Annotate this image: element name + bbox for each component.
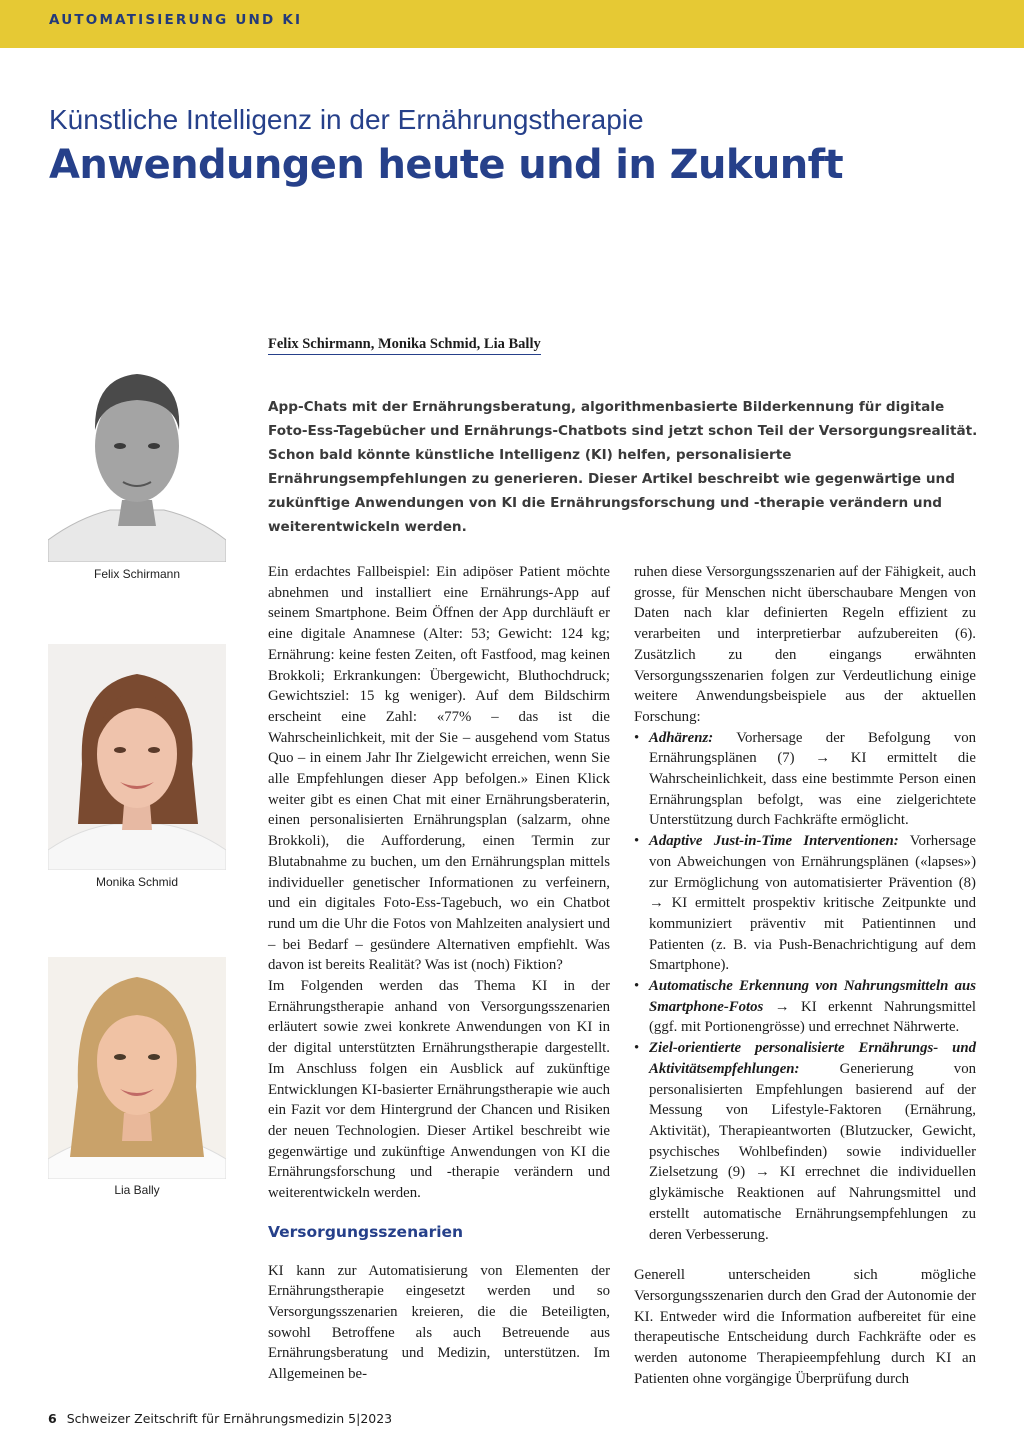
- article-kicker: Künstliche Intelligenz in der Ernährungstherapie: [49, 104, 644, 135]
- list-item: [634, 831, 976, 976]
- article-lead: App-Chats mit der Ernährungsberatung, algorithmenbasierte Bilderkennung für digitale Foto-Ess-Tagebücher und Ernährungs-Chatbots sind jetzt schon Teil der Versorgungsrealität. Schon bald könnte künstliche Intelligenz (KI) helfen, personalisierte Ernährungsempfehlungen zu generieren. Dieser Artikel beschreibt wie gegenwärtige und zukünftige Anwendungen von KI die Ernährungsforschung und -therapie verändern und weiterentwickeln werden.: [268, 399, 978, 535]
- section-tag: AUTOMATISIERUNG UND KI: [49, 12, 303, 28]
- author-photo-1: [48, 350, 226, 562]
- body-paragraph: Ein erdachtes Fallbeispiel: Ein adipöser Patient möchte abnehmen und installiert eine Ernährungs-App auf seinem Smartphone. Beim Öffnen der App durchläuft er eine digitale Anamnese (Alter: 53; Gewicht: 124 kg; Ernährung: keine festen Zeiten, oft Fastfood, mag keinen Brokkoli; Erkrankungen: Übergewicht, Bluthochdruck; Gewichtsziel: 15 kg weniger). Auf dem Bildschirm erscheint eine Zahl: «77% – das ist die Wahrscheinlichkeit, mit der Sie – ausgehend vom Status Quo – in einem Jahr Ihr Zielgewicht erreichen, wenn Sie alle Empfehlungen dieser App befolgen.» Einen Klick weiter gibt es einen Chat mit einer Ernährungsberaterin, einen personalisierten Ernährungsplan (salzarm, ohne Brokkoli), die Aufforderung, einen Termin zur Blutabnahme zu buchen, um den Ernährungsplan mittels individueller genetischer Informationen zu verfeinern, und ein digitales Foto-Ess-Tagebuch, wo ein Chatbot rund um die Uhr die Fotos von Mahlzeiten analysiert und – bei Bedarf – gesündere Alternativen empfiehlt. Was davon ist bereits Realität? Was ist (noch) Fiktion?: [268, 564, 610, 974]
- body-paragraph: Generell unterscheiden sich mögliche Versorgungsszenarien durch den Grad der Autonomie der KI. Entweder wird die Information aufbereitet für eine therapeutische Entscheidung durch Fachkräfte oder es werden autonome Therapieempfehlung durch KI an Patienten ohne vorgängige Überprüfung durch: [634, 1267, 976, 1387]
- list-item-text: Vorhersage der Befolgung von Ernährungsplänen (7) → KI ermittelt die Wahrscheinlichkeit, dass eine bestimmte Person einen Ernährungsplan befolgt, was eine zielgerichtete Unterstützung durch Fachkräfte ermöglicht.: [649, 729, 976, 829]
- list-item-term: Adhärenz:: [649, 729, 714, 746]
- page-number: 6: [48, 1411, 57, 1426]
- list-item-term: Adaptive Just-in-Time Interventionen:: [649, 833, 899, 850]
- journal-name: Schweizer Zeitschrift für Ernährungsmedizin 5|2023: [66, 1411, 393, 1426]
- photo-caption-3: Lia Bally: [114, 1183, 160, 1197]
- author-photo-2: [48, 644, 226, 870]
- photo-caption-2: Monika Schmid: [95, 875, 179, 889]
- body-paragraph: ruhen diese Versorgungsszenarien auf der Fähigkeit, auch grosse, für Menschen nicht überschaubare Mengen von Daten nach klar definierten Regeln effizient zu verarbeiten und interpretierbar aufzubereiten (6). Zusätzlich zu den eingangs erwähnten Versorgungsszenarien folgen zur Verdeutlichung einige weitere Anwendungsbeispiele aus der aktuellen Forschung:: [634, 564, 976, 725]
- article-headline: Anwendungen heute und in Zukunft: [49, 142, 843, 188]
- bullet-list: [634, 728, 976, 1246]
- list-item-text: → KI erkennt Nahrungsmittel (ggf. mit Portionengrösse) und errechnet Nährwerte.: [649, 998, 976, 1036]
- page-footer: [48, 1411, 392, 1426]
- body-paragraph: KI kann zur Automatisierung von Elementen der Ernährungstherapie eingesetzt werden und so Versorgungsszenarien kreieren, die die Beteiligten, sowohl Betroffene als auch Betreuende aus Ernährungsberatung und Medizin, unterstützen. Im Allgemeinen be-: [268, 1262, 610, 1383]
- body-paragraph: Im Folgenden werden das Thema KI in der Ernährungstherapie anhand von Versorgungsszenarien erläutert sowie zwei konkrete Anwendungen von KI in der digital unterstützten Ernährungstherapie dargestellt. Im Anschluss folgen ein Ausblick auf zukünftige Entwicklungen KI-basierter Ernährungstherapie wie auch ein Fazit vor dem Hintergrund der Chancen und Risiken der neuen Technologien. Dieser Artikel beschreibt wie gegenwärtige und zukünftige Anwendungen von KI die Ernährungsforschung und -therapie verändern und weiterentwickeln werden.: [268, 978, 610, 1202]
- body-column-1: [268, 562, 610, 1385]
- body-column-2: [634, 562, 976, 1389]
- list-item-term: Automatische Erkennung von Nahrungsmitteln aus Smartphone-Fotos: [649, 978, 976, 1015]
- author-line: Felix Schirmann, Monika Schmid, Lia Bally: [268, 336, 541, 355]
- list-item: [634, 728, 976, 832]
- list-item-term: Ziel-orientierte personalisierte Ernährungs- und Aktivitätsempfehlungen:: [649, 1040, 976, 1077]
- list-item-text: Vorhersage von Abweichungen von Ernährungsplänen («lapses») zur Ermöglichung von automatisierter Prävention (8) → KI ermittelt prospektiv kritische Zeitpunkte und kommuniziert präventiv mit Patientinnen und Patienten (z. B. via Push-Benachrichtigung auf dem Smartphone).: [649, 833, 976, 974]
- author-photo-3: [48, 957, 226, 1179]
- list-item: [634, 976, 976, 1038]
- section-bar: [0, 0, 1024, 48]
- section-heading: Versorgungsszenarien: [268, 1222, 464, 1241]
- list-item-text: Generierung von personalisierten Empfehlungen basierend auf der Messung von Lifestyle-Faktoren (Ernährung, Aktivität), Therapieantworten (Blutzucker, Gewicht, psychisches Wohlbefinden) sowie individueller Zielsetzung (9) → KI errechnet die individuellen glykämische Reaktionen auf Nahrungsmittel und erstellt automatische Ernährungsempfehlungen zu deren Verbesserung.: [649, 1060, 976, 1243]
- photo-caption-1: Felix Schirmann: [93, 567, 181, 581]
- list-item: [634, 1038, 976, 1245]
